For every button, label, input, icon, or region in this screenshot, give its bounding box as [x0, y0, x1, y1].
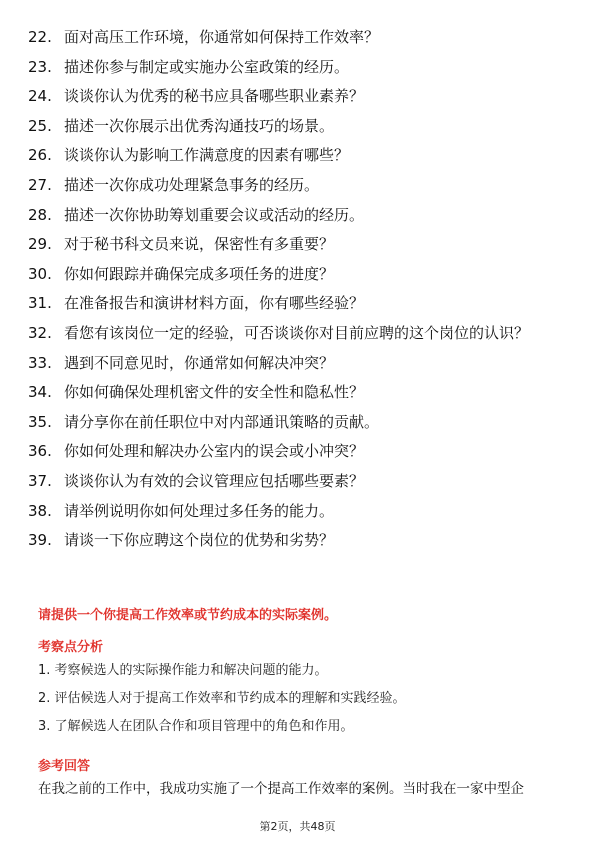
- question-item: [28, 381, 568, 403]
- question-number: 31.: [28, 294, 52, 313]
- question-item: [28, 263, 568, 285]
- analysis-point: 3. 了解候选人在团队合作和项目管理中的角色和作用。: [38, 719, 354, 734]
- question-text: 你如何跟踪并确保完成多项任务的进度？: [64, 264, 335, 283]
- question-text: 描述你参与制定或实施办公室政策的经历。: [64, 57, 350, 76]
- question-text: 谈谈你认为优秀的秘书应具备哪些职业素养？: [64, 87, 365, 106]
- question-text: 请谈一下你应聘这个岗位的优势和劣势？: [64, 531, 335, 550]
- answer-heading: 参考回答: [38, 759, 91, 774]
- question-number: 28.: [28, 205, 52, 224]
- question-item: [28, 322, 568, 344]
- question-item: [28, 26, 568, 48]
- question-item: [28, 204, 568, 226]
- question-number: 32.: [28, 323, 52, 342]
- question-number: 29.: [28, 235, 52, 254]
- question-item: [28, 352, 568, 374]
- question-number: 37.: [28, 471, 52, 490]
- question-text: 请分享你在前任职位中对内部通讯策略的贡献。: [64, 412, 380, 431]
- question-text: 看您有该岗位一定的经验，可否谈谈你对目前应聘的这个岗位的认识？: [64, 323, 530, 342]
- question-text: 谈谈你认为有效的会议管理应包括哪些要素？: [64, 471, 365, 490]
- question-text: 你如何确保处理机密文件的安全性和隐私性？: [64, 383, 365, 402]
- question-text: 遇到不同意见时，你通常如何解决冲突？: [64, 353, 335, 372]
- question-number: 26.: [28, 146, 52, 165]
- question-item: [28, 500, 568, 522]
- question-item: [28, 56, 568, 78]
- question-item: [28, 411, 568, 433]
- question-text: 你如何处理和解决办公室内的误会或小冲突？: [64, 442, 365, 461]
- analysis-point: 1. 考察候选人的实际操作能力和解决问题的能力。: [38, 663, 328, 678]
- example-question-title: 请提供一个你提高工作效率或节约成本的实际案例。: [38, 608, 338, 623]
- question-number: 34.: [28, 383, 52, 402]
- question-number: 23.: [28, 57, 52, 76]
- question-list: [28, 26, 568, 559]
- question-number: 30.: [28, 264, 52, 283]
- question-text: 谈谈你认为影响工作满意度的因素有哪些？: [64, 146, 350, 165]
- question-item: [28, 440, 568, 462]
- question-number: 39.: [28, 531, 52, 550]
- question-text: 请举例说明你如何处理过多任务的能力。: [64, 501, 335, 520]
- question-item: [28, 233, 568, 255]
- question-text: 在准备报告和演讲材料方面，你有哪些经验？: [64, 294, 365, 313]
- question-item: [28, 292, 568, 314]
- question-number: 24.: [28, 87, 52, 106]
- page-number: 第2页，共48页: [259, 820, 336, 833]
- analysis-point: 2. 评估候选人对于提高工作效率和节约成本的理解和实践经验。: [38, 691, 406, 706]
- analysis-heading: 考察点分析: [38, 640, 104, 655]
- question-number: 22.: [28, 28, 52, 46]
- question-item: [28, 115, 568, 137]
- question-number: 35.: [28, 412, 52, 431]
- question-text: 描述一次你协助筹划重要会议或活动的经历。: [64, 205, 365, 224]
- question-text: 描述一次你展示出优秀沟通技巧的场景。: [64, 116, 335, 135]
- question-item: [28, 529, 568, 551]
- question-number: 33.: [28, 353, 52, 372]
- question-item: [28, 470, 568, 492]
- question-number: 27.: [28, 175, 52, 194]
- question-text: 描述一次你成功处理紧急事务的经历。: [64, 175, 320, 194]
- question-item: [28, 144, 568, 166]
- question-number: 38.: [28, 501, 52, 520]
- answer-text: 在我之前的工作中，我成功实施了一个提高工作效率的案例。当时我在一家中型企: [38, 781, 524, 797]
- question-item: [28, 174, 568, 196]
- question-number: 25.: [28, 116, 52, 135]
- question-text: 面对高压工作环境，你通常如何保持工作效率？: [64, 28, 380, 46]
- analysis-points: [38, 662, 568, 746]
- question-item: [28, 85, 568, 107]
- question-text: 对于秘书科文员来说，保密性有多重要？: [64, 235, 335, 254]
- question-number: 36.: [28, 442, 52, 461]
